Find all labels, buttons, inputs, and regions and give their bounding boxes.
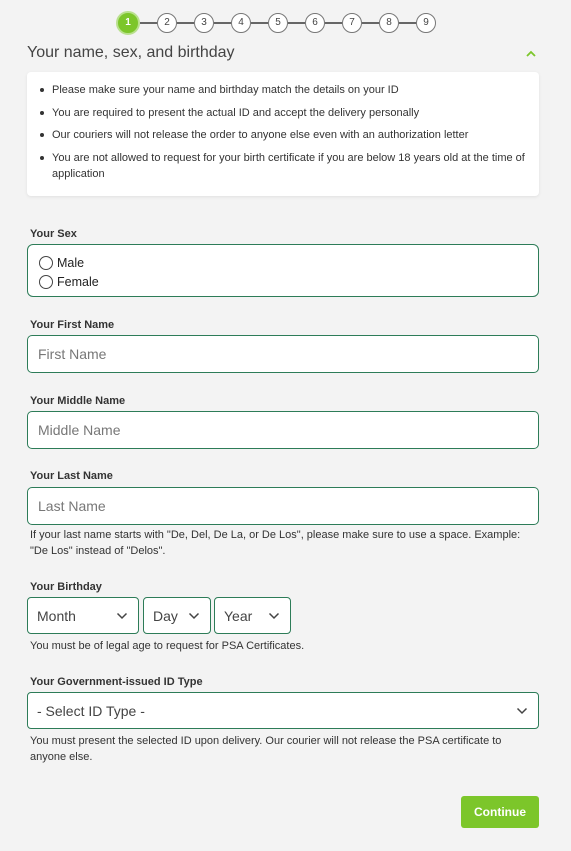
step-3: 3: [194, 13, 214, 33]
middle-name-input[interactable]: [27, 411, 539, 449]
middle-name-label: Your Middle Name: [30, 395, 126, 407]
step-4: 4: [231, 13, 251, 33]
radio-label: Male: [57, 255, 85, 270]
info-list: [27, 72, 539, 182]
last-name-help-text: If your last name starts with "De, Del, De La, or De Los", please make sure to use a space. Example: "De Los" instead of "Delos".: [30, 529, 521, 557]
continue-button[interactable]: Continue: [461, 796, 539, 828]
select-value: Month: [37, 607, 76, 624]
sex-option-male[interactable]: [28, 253, 538, 272]
chevron-down-icon: [268, 612, 280, 620]
chevron-up-icon[interactable]: [524, 49, 538, 59]
step-9: 9: [416, 13, 436, 33]
sex-radio-group: [27, 244, 539, 297]
step-connector: [251, 22, 268, 24]
step-connector: [140, 22, 157, 24]
select-value: Day: [153, 607, 178, 624]
sex-label: Your Sex: [30, 228, 77, 240]
id-type-help-text: You must present the selected ID upon delivery. Our courier will not release the PSA certificate to anyone else.: [30, 735, 502, 763]
step-6: 6: [305, 13, 325, 33]
step-connector: [214, 22, 231, 24]
progress-stepper: [116, 12, 436, 34]
step-connector: [325, 22, 342, 24]
radio-button[interactable]: [39, 256, 53, 270]
chevron-down-icon: [188, 612, 200, 620]
birthday-month-select[interactable]: [27, 597, 139, 634]
select-value: Year: [224, 607, 253, 624]
info-item: You are not allowed to request for your birth certificate if you are below 18 years old at the time of application: [52, 150, 527, 182]
section-title: Your name, sex, and birthday: [27, 44, 235, 61]
step-7: 7: [342, 13, 362, 33]
step-2: 2: [157, 13, 177, 33]
step-connector: [399, 22, 416, 24]
birthday-day-select[interactable]: [143, 597, 211, 634]
info-item: You are required to present the actual ID and accept the delivery personally: [52, 105, 527, 121]
info-notice-box: [27, 72, 539, 196]
chevron-down-icon: [516, 707, 528, 715]
step-connector: [288, 22, 305, 24]
last-name-label: Your Last Name: [30, 470, 113, 482]
chevron-down-icon: [116, 612, 128, 620]
first-name-input[interactable]: [27, 335, 539, 373]
birthday-label: Your Birthday: [30, 581, 102, 593]
step-5: 5: [268, 13, 288, 33]
select-value: - Select ID Type -: [37, 702, 145, 719]
step-connector: [362, 22, 379, 24]
radio-label: Female: [57, 274, 99, 289]
step-8: 8: [379, 13, 399, 33]
first-name-label: Your First Name: [30, 319, 115, 331]
sex-option-female[interactable]: [28, 272, 538, 291]
id-type-label: Your Government-issued ID Type: [30, 676, 203, 688]
step-connector: [177, 22, 194, 24]
info-item: Our couriers will not release the order to anyone else even with an authorization letter: [52, 127, 527, 143]
step-1: 1: [116, 11, 140, 35]
last-name-input[interactable]: [27, 487, 539, 525]
birthday-help-text: You must be of legal age to request for PSA Certificates.: [30, 640, 305, 652]
info-item: Please make sure your name and birthday match the details on your ID: [52, 82, 527, 98]
birthday-year-select[interactable]: [214, 597, 291, 634]
id-type-select[interactable]: [27, 692, 539, 729]
radio-button[interactable]: [39, 275, 53, 289]
